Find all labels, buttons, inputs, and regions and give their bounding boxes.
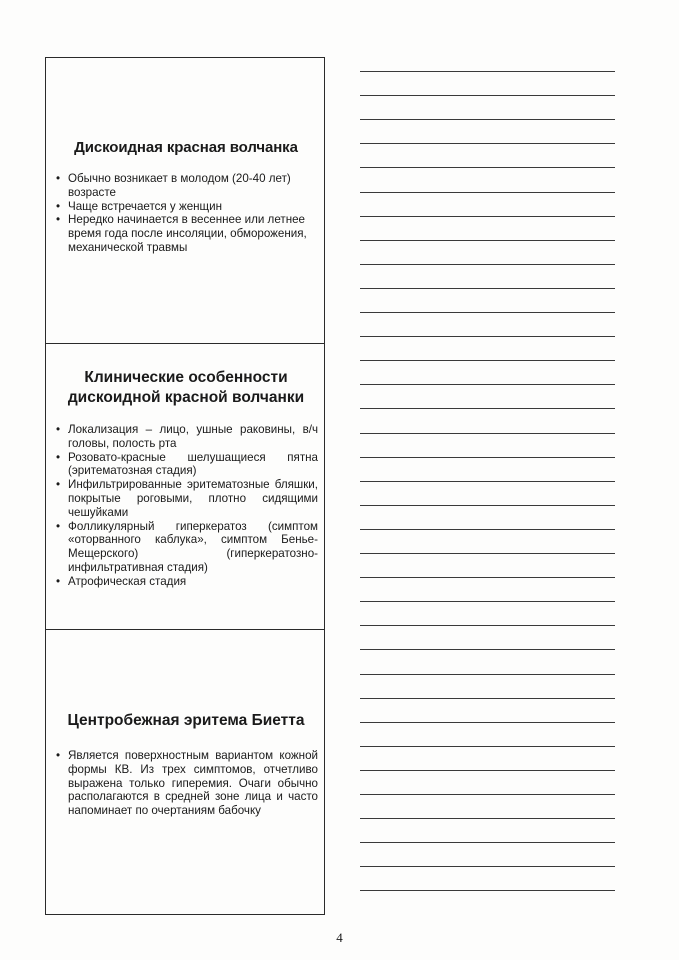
- note-line: [360, 119, 615, 120]
- note-line: [360, 71, 615, 72]
- bullet-text: Фолликулярный гиперкератоз (симптом «оторванного каблука», симптом Бенье-Мещерского) (гиперкератозно-инфильтративная стадия): [68, 519, 318, 574]
- list-item: [54, 575, 318, 589]
- note-line: [360, 143, 615, 144]
- note-line: [360, 216, 615, 217]
- note-line: [360, 649, 615, 650]
- list-item: [54, 478, 318, 519]
- slide-title: Центробежная эритема Биетта: [67, 712, 305, 729]
- bullet-text: Инфильтрированные эритематозные бляшки, покрытые роговыми, плотно сидящими чешуйками: [68, 478, 318, 519]
- note-line: [360, 457, 615, 458]
- bullet-text: Обычно возникает в молодом (20-40 лет) возрасте: [68, 172, 291, 199]
- bullet-text: Атрофическая стадия: [68, 574, 187, 588]
- bullet-text: Локализация – лицо, ушные раковины, в/ч головы, полость рта: [68, 423, 318, 450]
- slide-title: [54, 368, 318, 408]
- note-line: [360, 360, 615, 361]
- note-line: [360, 770, 615, 771]
- bullet-text: Нередко начинается в весеннее или летнее время года после инсоляции, обморожения, механической травмы: [68, 213, 307, 254]
- note-line: [360, 288, 615, 289]
- note-line: [360, 433, 615, 434]
- note-line: [360, 890, 615, 891]
- note-line: [360, 601, 615, 602]
- bullet-icon: •: [56, 450, 61, 464]
- note-line: [360, 746, 615, 747]
- bullet-icon: •: [56, 749, 61, 762]
- note-line: [360, 505, 615, 506]
- list-item: [54, 520, 318, 575]
- list-item: [54, 200, 318, 214]
- note-line: [360, 312, 615, 313]
- page-number: 4: [336, 930, 343, 945]
- slide-title: Дискоидная красная волчанка: [74, 139, 298, 156]
- note-line: [360, 674, 615, 675]
- bullet-icon: •: [56, 423, 61, 436]
- note-line: [360, 625, 615, 626]
- slide-biett-erythema: [46, 629, 324, 914]
- note-line: [360, 794, 615, 795]
- note-line: [360, 167, 615, 168]
- note-line: [360, 553, 615, 554]
- note-line: [360, 481, 615, 482]
- note-line: [360, 722, 615, 723]
- bullet-text: Чаще встречается у женщин: [68, 199, 222, 213]
- slide-title-line: Клинические особенности: [84, 369, 288, 386]
- bullet-icon: •: [56, 519, 61, 533]
- note-line: [360, 95, 615, 96]
- bullet-text: Розовато-красные шелушащиеся пятна (эритематозная стадия): [68, 450, 318, 478]
- list-item: [54, 749, 318, 818]
- bullet-list: [54, 423, 318, 589]
- slide-clinical-features: [46, 343, 324, 629]
- bullet-icon: •: [56, 172, 61, 185]
- note-line: [360, 240, 615, 241]
- bullet-icon: •: [56, 574, 61, 588]
- notes-lines: [360, 0, 615, 960]
- slide-title-line: дискоидной красной волчанки: [67, 389, 305, 406]
- slide-column: [45, 57, 325, 915]
- note-line: [360, 866, 615, 867]
- bullet-text: Является поверхностным вариантом кожной формы КВ. Из трех симптомов, отчетливо выражена только гиперемия. Очаги обычно располагаются в средней зоне лица и часто напоминает по очертаниям бабочку: [68, 749, 318, 818]
- bullet-icon: •: [56, 478, 61, 492]
- list-item: [54, 172, 318, 200]
- list-item: [54, 423, 318, 451]
- bullet-list: [54, 172, 318, 255]
- note-line: [360, 529, 615, 530]
- list-item: [54, 451, 318, 479]
- note-line: [360, 384, 615, 385]
- bullet-list: [54, 749, 318, 818]
- slide-discoid-lupus: [46, 58, 324, 343]
- note-line: [360, 842, 615, 843]
- bullet-icon: •: [56, 199, 61, 213]
- list-item: [54, 213, 318, 254]
- note-line: [360, 192, 615, 193]
- note-line: [360, 698, 615, 699]
- note-line: [360, 577, 615, 578]
- bullet-icon: •: [56, 213, 61, 227]
- note-line: [360, 818, 615, 819]
- note-line: [360, 336, 615, 337]
- note-line: [360, 264, 615, 265]
- note-line: [360, 408, 615, 409]
